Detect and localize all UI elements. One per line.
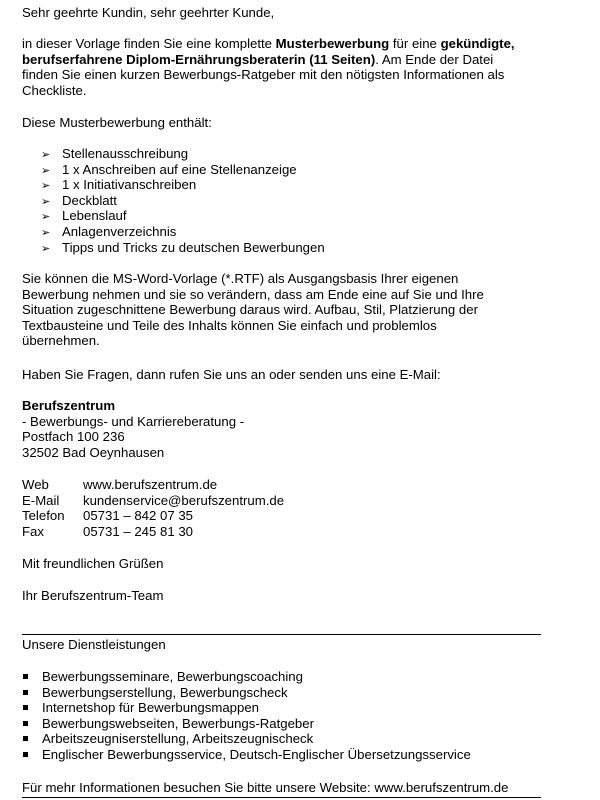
list-item-label: Bewerbungsseminare, Bewerbungscoaching (42, 669, 303, 684)
contact-row-email (22, 493, 284, 509)
contact-label: Telefon (22, 508, 65, 524)
email-link[interactable]: kundenservice@berufszentrum.de (83, 492, 285, 508)
list-item (41, 224, 325, 240)
intro-text: . Am Ende der Datei (375, 51, 494, 67)
signature: Ihr Berufszentrum-Team (22, 588, 164, 603)
paragraph-line: Sie können die MS-Word-Vorlage (*.RTF) als Ausgangsbasis Ihrer eigenen (22, 271, 459, 286)
fax-value: 05731 – 245 81 30 (83, 523, 194, 539)
services-heading: Unsere Dienstleistungen (22, 637, 166, 652)
list-item (22, 700, 471, 716)
list-item (41, 208, 325, 224)
contact-label: Web (22, 477, 49, 492)
usage-paragraph (22, 271, 552, 349)
intro-bold-text: berufserfahrene Diplom-Ernährungsberaterin (11 Seiten) (22, 51, 376, 67)
phone-value: 05731 – 842 07 35 (83, 508, 194, 524)
salutation: Sehr geehrte Kundin, sehr geehrter Kunde, (22, 5, 275, 20)
contact-details (22, 477, 284, 539)
list-item-label: Anlagenverzeichnis (62, 223, 177, 239)
list-item-label: Stellenausschreibung (62, 146, 189, 161)
intro-paragraph (22, 36, 552, 98)
intro-text: in dieser Vorlage finden Sie eine komplette (22, 36, 276, 51)
intro-bold-text: Musterbewerbung (275, 36, 390, 51)
arrow-bullet-icon: ➢ (41, 242, 51, 255)
list-item-label: Tipps und Tricks zu deutschen Bewerbungen (62, 239, 325, 255)
paragraph-line: Situation zugeschnittene Bewerbung daraus wird. Aufbau, Stil, Platzierung der (22, 302, 478, 318)
paragraph-line: Textbausteine und Teile des Inhalts können Sie einfach und problemlos (22, 317, 437, 333)
arrow-bullet-icon: ➢ (41, 226, 51, 239)
square-bullet-icon (23, 690, 28, 695)
list-item (22, 716, 471, 732)
arrow-bullet-icon: ➢ (41, 164, 51, 177)
company-tagline: - Bewerbungs- und Karriereberatung - (22, 413, 245, 429)
company-address (22, 398, 244, 460)
list-item (41, 193, 325, 209)
paragraph-line: Bewerbung nehmen und sie so verändern, dass am Ende eine auf Sie und Ihre (22, 286, 484, 302)
contact-label: Fax (22, 523, 44, 539)
intro-bold-text: gekündigte, (440, 36, 515, 51)
company-city: 32502 Bad Oeynhausen (22, 444, 165, 460)
contact-row-web (22, 477, 284, 493)
arrow-bullet-icon: ➢ (41, 195, 51, 208)
contents-list (41, 146, 325, 255)
list-item (41, 240, 325, 256)
list-item-label: 1 x Anschreiben auf eine Stellenanzeige (62, 161, 297, 177)
website-link[interactable]: www.berufszentrum.de (83, 477, 218, 492)
contact-prompt: Haben Sie Fragen, dann rufen Sie uns an oder senden uns eine E-Mail: (22, 367, 441, 382)
contents-heading: Diese Musterbewerbung enthält: (22, 115, 212, 130)
list-item-label: Bewerbungswebseiten, Bewerbungs-Ratgeber (42, 715, 314, 731)
contact-row-fax (22, 524, 284, 540)
list-item (22, 669, 471, 685)
square-bullet-icon (23, 705, 28, 710)
intro-text: finden Sie einen kurzen Bewerbungs-Ratgeber mit den nötigsten Informationen als (22, 67, 505, 83)
footer-divider (22, 797, 541, 798)
list-item-label: Englischer Bewerbungsservice, Deutsch-Englischer Übersetzungsservice (42, 746, 471, 762)
closing-greeting: Mit freundlichen Grüßen (22, 556, 164, 571)
list-item-label: Internetshop für Bewerbungsmappen (42, 700, 260, 716)
square-bullet-icon (23, 752, 28, 757)
company-name: Berufszentrum (22, 398, 116, 413)
list-item (22, 731, 471, 747)
list-item-label: Bewerbungserstellung, Bewerbungscheck (42, 684, 288, 700)
square-bullet-icon (23, 736, 28, 741)
services-list (22, 669, 471, 763)
arrow-bullet-icon: ➢ (41, 211, 51, 224)
footer-text: Für mehr Informationen besuchen Sie bitte unsere Website: www.berufszentrum.de (22, 780, 509, 795)
intro-text: Checkliste. (22, 82, 87, 98)
company-street: Postfach 100 236 (22, 429, 125, 445)
square-bullet-icon (23, 721, 28, 726)
list-item (41, 162, 325, 178)
arrow-bullet-icon: ➢ (41, 180, 51, 193)
arrow-bullet-icon: ➢ (41, 149, 51, 161)
list-item (41, 177, 325, 193)
square-bullet-icon (23, 674, 28, 679)
contact-row-phone (22, 508, 284, 524)
divider (22, 634, 541, 635)
list-item-label: Deckblatt (62, 192, 117, 208)
list-item (22, 747, 471, 763)
list-item-label: Arbeitszeugniserstellung, Arbeitszeugnischeck (42, 731, 314, 747)
paragraph-line: übernehmen. (22, 333, 100, 349)
list-item-label: 1 x Initiativanschreiben (62, 177, 197, 193)
list-item (22, 685, 471, 701)
intro-text: für eine (389, 36, 441, 51)
list-item-label: Lebenslauf (62, 208, 127, 224)
contact-label: E-Mail (22, 492, 60, 508)
list-item (41, 146, 325, 162)
